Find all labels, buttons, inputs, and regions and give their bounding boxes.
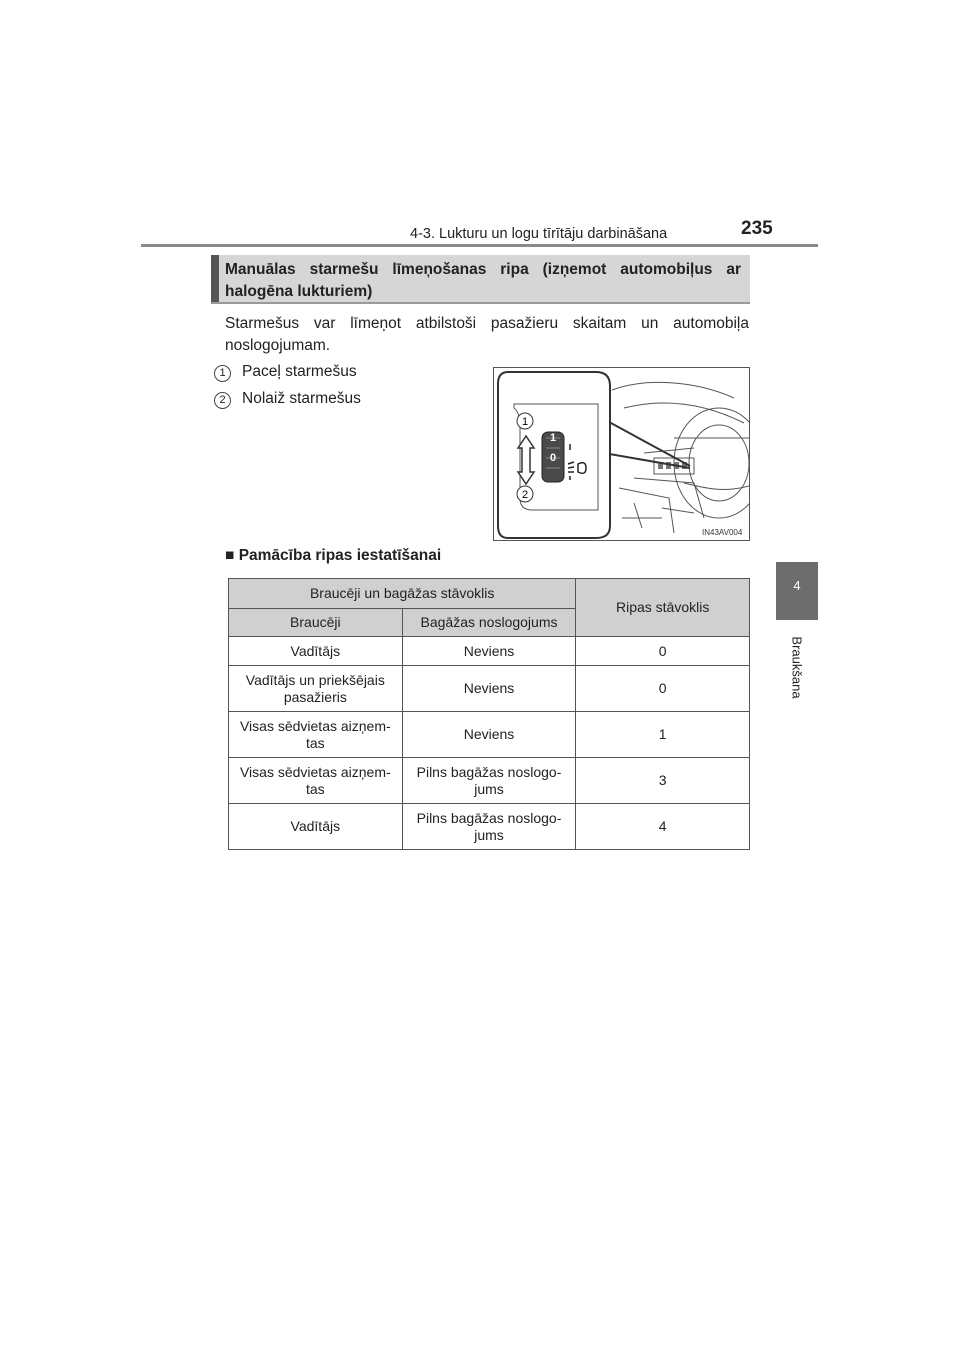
header-rule <box>141 244 818 247</box>
table-row <box>229 637 750 666</box>
section-title-bar <box>211 255 219 304</box>
table-cell-position: 1 <box>576 712 750 758</box>
intro-paragraph: Starmešus var līmeņot atbilstoši pasažieru skaitam un automobiļa noslogojumam. <box>225 315 749 354</box>
guide-heading-text: Pamācība ripas iestatīšanai <box>238 547 442 564</box>
table-cell-luggage: Pilns bagāžas noslogo- jums <box>402 804 576 850</box>
section-title: Manuālas starmešu līmeņošanas ripa (izņemot automobiļus ar halogēna lukturiem) <box>225 261 741 300</box>
table-row <box>229 712 750 758</box>
chapter-tab-number: 4 <box>793 578 801 593</box>
guide-heading <box>225 547 441 565</box>
table-cell-riders: Vadītājs <box>229 804 403 850</box>
figure-callout-1: 1 <box>521 416 529 428</box>
table-row <box>229 758 750 804</box>
chapter-tab-label: Braukšana <box>789 636 805 699</box>
table-cell-riders: Vadītājs <box>229 637 403 666</box>
headlight-leveling-figure <box>493 367 750 541</box>
item-number-circle: 2 <box>214 392 231 409</box>
table-header-position: Ripas stāvoklis <box>576 579 750 637</box>
item-text: Paceļ starmešus <box>242 363 357 380</box>
figure-code: IN43AV004 <box>702 528 743 537</box>
square-bullet-icon: ■ <box>225 547 235 564</box>
dial-label-0: 0 <box>549 452 557 464</box>
table-cell-position: 0 <box>576 637 750 666</box>
page-number: 235 <box>741 218 773 239</box>
table-cell-position: 3 <box>576 758 750 804</box>
table-cell-luggage: Pilns bagāžas noslogo- jums <box>402 758 576 804</box>
table-header-riders: Braucēji <box>229 609 403 637</box>
dashboard-illustration <box>494 368 749 540</box>
table-cell-luggage: Neviens <box>402 666 576 712</box>
item-text: Nolaiž starmešus <box>242 390 361 407</box>
dial-setting-table <box>228 578 750 850</box>
table-cell-position: 4 <box>576 804 750 850</box>
table-cell-riders: Visas sēdvietas aizņem- tas <box>229 712 403 758</box>
table-cell-riders: Vadītājs un priekšējais pasažieris <box>229 666 403 712</box>
table-cell-riders: Visas sēdvietas aizņem- tas <box>229 758 403 804</box>
running-header: 4-3. Lukturu un logu tīrītāju darbināšana <box>410 226 668 242</box>
dial-label-1: 1 <box>549 432 557 444</box>
table-group-header: Braucēji un bagāžas stāvoklis <box>229 579 576 609</box>
table-cell-luggage: Neviens <box>402 712 576 758</box>
figure-callout-2: 2 <box>521 489 529 501</box>
table-cell-position: 0 <box>576 666 750 712</box>
table-header-luggage: Bagāžas noslogojums <box>402 609 576 637</box>
table-cell-luggage: Neviens <box>402 637 576 666</box>
item-number-circle: 1 <box>214 365 231 382</box>
table-row <box>229 804 750 850</box>
table-row <box>229 666 750 712</box>
